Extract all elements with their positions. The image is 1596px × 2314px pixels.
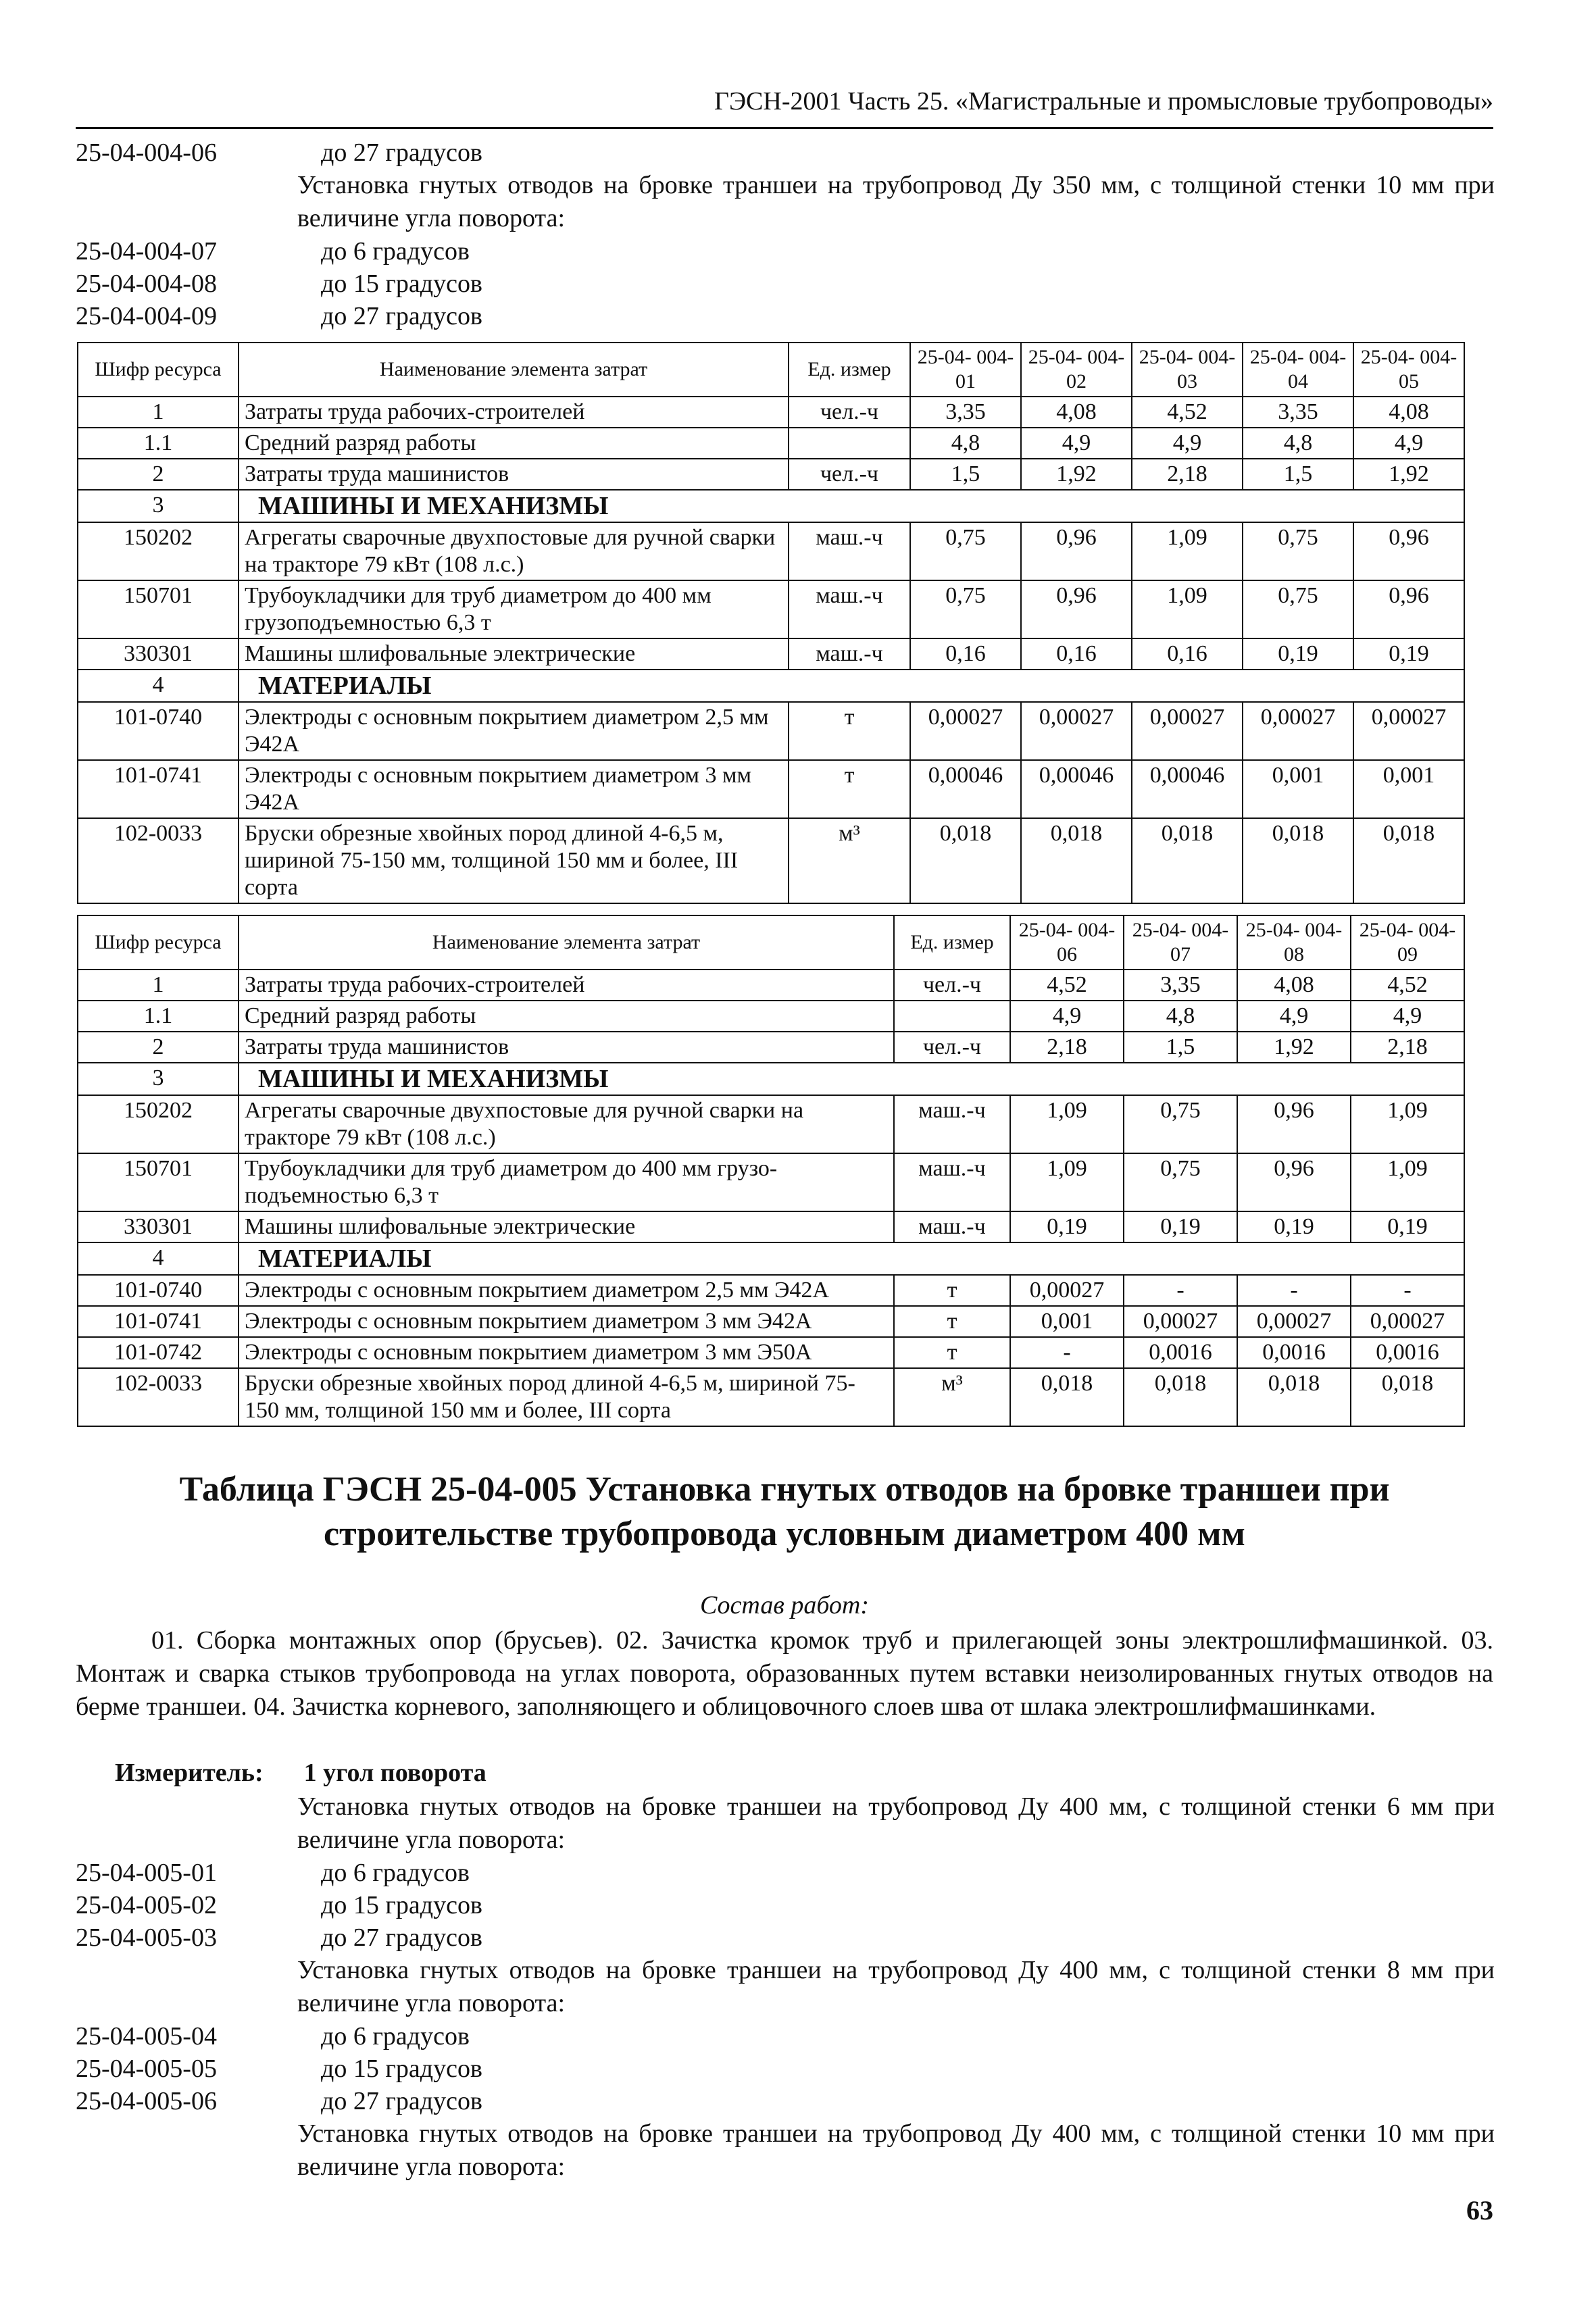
cost-element-cell: Электроды с основным покрытием диаметром 3 мм Э50А [239, 1337, 894, 1368]
norm-value-cell: 0,75 [1124, 1095, 1237, 1153]
norm-value-cell: 0,19 [1353, 638, 1464, 670]
norm-value-cell: 0,00027 [1010, 1275, 1124, 1306]
norm-value-cell: 1,92 [1353, 459, 1464, 490]
item-code: 25-04-005-05 [76, 2055, 217, 2083]
item-text: до 15 градусов [321, 270, 482, 298]
unit-cell: т [894, 1306, 1010, 1337]
col-header-norm: 25-04- 004-02 [1021, 343, 1132, 397]
group-heading: Установка гнутых отводов на бровке траншеи на трубопровод Ду 400 мм, с толщиной стенки 10 мм при величине угла поворота: [297, 2119, 1495, 2181]
norm-value-cell: 4,8 [910, 428, 1021, 459]
norm-value-cell: 0,19 [1237, 1211, 1351, 1242]
cost-element-cell: Электроды с основным покрытием диаметром 3 мм Э42А [239, 1306, 894, 1337]
norm-value-cell: 0,018 [1124, 1368, 1237, 1426]
norm-value-cell: 4,52 [1010, 970, 1124, 1001]
unit-cell: маш.-ч [894, 1153, 1010, 1211]
norm-value-cell: 0,16 [1021, 638, 1132, 670]
norm-value-cell: 4,8 [1243, 428, 1353, 459]
item-code: 25-04-004-09 [76, 302, 217, 330]
col-header-norm: 25-04- 004-09 [1351, 915, 1464, 970]
resource-table-004-06-09 [77, 915, 1465, 1427]
unit-cell: чел.-ч [789, 397, 910, 428]
norm-value-cell: 0,001 [1353, 760, 1464, 818]
norm-value-cell: 0,018 [910, 818, 1021, 903]
unit-cell: маш.-ч [894, 1211, 1010, 1242]
item-code: 25-04-004-07 [76, 237, 217, 266]
item-code: 25-04-005-04 [76, 2022, 217, 2051]
unit-cell: чел.-ч [894, 970, 1010, 1001]
unit-cell: маш.-ч [789, 522, 910, 580]
cost-element-cell: Средний разряд работы [239, 1001, 894, 1032]
norm-value-cell: 0,96 [1353, 580, 1464, 638]
norm-value-cell: 4,08 [1021, 397, 1132, 428]
norm-value-cell: 0,018 [1351, 1368, 1464, 1426]
section-heading-cell: МАТЕРИАЛЫ [239, 1242, 1464, 1275]
cost-element-cell: Машины шлифовальные электрические [239, 638, 789, 670]
norm-value-cell: 4,9 [1021, 428, 1132, 459]
item-code: 25-04-004-08 [76, 270, 217, 298]
table-row [78, 818, 1464, 903]
col-header-norm: 25-04- 004-05 [1353, 343, 1464, 397]
col-header-norm: 25-04- 004-01 [910, 343, 1021, 397]
norm-value-cell: 0,19 [1351, 1211, 1464, 1242]
norm-value-cell: 0,00027 [1124, 1306, 1237, 1337]
resource-code-cell: 150701 [78, 1153, 239, 1211]
table-title: Таблица ГЭСН 25-04-005 Установка гнутых отводов на бровке траншеи при строительстве трубопровода условным диаметром 400 мм [179, 1470, 1390, 1553]
norm-value-cell: 2,18 [1010, 1032, 1124, 1063]
section-heading-cell: МАШИНЫ И МЕХАНИЗМЫ [239, 490, 1464, 522]
item-text: до 27 градусов [321, 139, 482, 167]
table-row [78, 702, 1464, 760]
table-row [78, 760, 1464, 818]
table-row [78, 670, 1464, 702]
item-code: 25-04-004-06 [76, 139, 217, 167]
norm-value-cell: 0,018 [1132, 818, 1243, 903]
norm-value-cell: 1,92 [1237, 1032, 1351, 1063]
resource-code-cell: 101-0742 [78, 1337, 239, 1368]
norm-value-cell: 0,0016 [1124, 1337, 1237, 1368]
norm-value-cell: 1,09 [1132, 580, 1243, 638]
resource-code-cell: 330301 [78, 638, 239, 670]
resource-code-cell: 1 [78, 397, 239, 428]
norm-value-cell: 1,5 [1124, 1032, 1237, 1063]
norm-value-cell: 0,00027 [910, 702, 1021, 760]
norm-value-cell: 0,00027 [1237, 1306, 1351, 1337]
norm-value-cell: 0,018 [1353, 818, 1464, 903]
table-row [78, 428, 1464, 459]
resource-code-cell: 4 [78, 1242, 239, 1275]
item-code: 25-04-005-03 [76, 1923, 217, 1952]
norm-value-cell: 0,75 [1243, 580, 1353, 638]
table-row [78, 490, 1464, 522]
norm-value-cell: 4,8 [1124, 1001, 1237, 1032]
unit-cell: чел.-ч [789, 459, 910, 490]
resource-code-cell: 1.1 [78, 1001, 239, 1032]
norm-value-cell: - [1237, 1275, 1351, 1306]
resource-code-cell: 3 [78, 1063, 239, 1095]
norm-value-cell: 0,018 [1010, 1368, 1124, 1426]
cost-element-cell: Трубоукладчики для труб диаметром до 400 мм грузоподъемностью 6,3 т [239, 580, 789, 638]
table-row [78, 1153, 1464, 1211]
resource-code-cell: 101-0740 [78, 702, 239, 760]
unit-cell [894, 1001, 1010, 1032]
section-heading-cell: МАТЕРИАЛЫ [239, 670, 1464, 702]
norm-value-cell: 3,35 [1243, 397, 1353, 428]
cost-element-cell: Электроды с основным покрытием диаметром 2,5 мм Э42А [239, 1275, 894, 1306]
unit-cell: т [789, 760, 910, 818]
norm-value-cell: 0,00027 [1021, 702, 1132, 760]
table-row [78, 522, 1464, 580]
col-header-code: Шифр ресурса [78, 343, 239, 397]
norm-value-cell: 1,5 [910, 459, 1021, 490]
col-header-name: Наименование элемента затрат [239, 343, 789, 397]
resource-code-cell: 1 [78, 970, 239, 1001]
norm-value-cell: 0,00027 [1353, 702, 1464, 760]
group-heading: Установка гнутых отводов на бровке траншеи на трубопровод Ду 400 мм, с толщиной стенки 6 мм при величине угла поворота: [297, 1792, 1495, 1854]
col-header-unit: Ед. измер [789, 343, 910, 397]
table-row [78, 1063, 1464, 1095]
norm-value-cell: 1,5 [1243, 459, 1353, 490]
cost-element-cell: Электроды с основным покрытием диаметром 2,5 мм Э42А [239, 702, 789, 760]
resource-code-cell: 150202 [78, 1095, 239, 1153]
unit-cell [789, 428, 910, 459]
item-text: до 6 градусов [321, 2022, 470, 2051]
norm-value-cell: 0,00027 [1132, 702, 1243, 760]
group-heading: Установка гнутых отводов на бровке траншеи на трубопровод Ду 350 мм, с толщиной стенки 10 мм при величине угла поворота: [297, 171, 1495, 232]
norm-value-cell: 0,75 [910, 522, 1021, 580]
resource-code-cell: 4 [78, 670, 239, 702]
cost-element-cell: Агрегаты сварочные двухпостовые для ручной сварки на тракторе 79 кВт (108 л.с.) [239, 1095, 894, 1153]
norm-value-cell: 0,0016 [1351, 1337, 1464, 1368]
item-text: до 27 градусов [321, 1923, 482, 1952]
norm-value-cell: 0,018 [1021, 818, 1132, 903]
col-header-code: Шифр ресурса [78, 915, 239, 970]
resource-code-cell: 330301 [78, 1211, 239, 1242]
group-heading: Установка гнутых отводов на бровке траншеи на трубопровод Ду 400 мм, с толщиной стенки 8 мм при величине угла поворота: [297, 1956, 1495, 2017]
norm-value-cell: 0,96 [1021, 522, 1132, 580]
norm-value-cell: 0,19 [1243, 638, 1353, 670]
item-text: до 15 градусов [321, 2055, 482, 2083]
norm-value-cell: 0,018 [1237, 1368, 1351, 1426]
norm-value-cell: 1,09 [1132, 522, 1243, 580]
norm-value-cell: 0,16 [910, 638, 1021, 670]
cost-element-cell: Бруски обрезные хвойных пород длиной 4-6,5 м, шириной 75-150 мм, толщиной 150 мм и более, III сорта [239, 818, 789, 903]
table-row [78, 1368, 1464, 1426]
norm-value-cell: 0,001 [1243, 760, 1353, 818]
norm-value-cell: 2,18 [1351, 1032, 1464, 1063]
composition-heading: Состав работ: [699, 1591, 870, 1619]
resource-code-cell: 150202 [78, 522, 239, 580]
norm-value-cell: 0,75 [910, 580, 1021, 638]
norm-value-cell: 0,00027 [1243, 702, 1353, 760]
norm-value-cell: 1,09 [1010, 1095, 1124, 1153]
resource-code-cell: 101-0740 [78, 1275, 239, 1306]
resource-code-cell: 101-0741 [78, 1306, 239, 1337]
norm-value-cell: 4,9 [1132, 428, 1243, 459]
item-text: до 27 градусов [321, 2087, 482, 2115]
item-text: до 27 градусов [321, 302, 482, 330]
norm-value-cell: - [1351, 1275, 1464, 1306]
cost-element-cell: Затраты труда машинистов [239, 459, 789, 490]
composition-text: 01. Сборка монтажных опор (брусьев). 02. Зачистка кромок труб и прилегающей зоны электрошлифмашинкой. 03. Монтаж и сварка стыков трубопровода на углах поворота, образованных путем вставки неизолированных гнутых отводов на берме траншеи. 04. Зачистка корневого, заполняющего и облицовочного слоев шва от шлака электрошлифмашинками. [76, 1626, 1493, 1721]
norm-value-cell: 0,96 [1021, 580, 1132, 638]
resource-code-cell: 2 [78, 459, 239, 490]
unit-cell: маш.-ч [789, 638, 910, 670]
col-header-norm: 25-04- 004-03 [1132, 343, 1243, 397]
cost-element-cell: Агрегаты сварочные двухпостовые для ручной сварки на тракторе 79 кВт (108 л.с.) [239, 522, 789, 580]
item-code: 25-04-005-01 [76, 1859, 217, 1887]
unit-cell: чел.-ч [894, 1032, 1010, 1063]
page-number: 63 [1466, 2195, 1493, 2225]
col-header-unit: Ед. измер [894, 915, 1010, 970]
resource-code-cell: 101-0741 [78, 760, 239, 818]
table-row [78, 459, 1464, 490]
norm-value-cell: 0,00027 [1351, 1306, 1464, 1337]
norm-value-cell: 4,9 [1353, 428, 1464, 459]
norm-value-cell: 2,18 [1132, 459, 1243, 490]
cost-element-cell: Электроды с основным покрытием диаметром 3 мм Э42А [239, 760, 789, 818]
running-header: ГЭСН-2001 Часть 25. «Магистральные и промысловые трубопроводы» [714, 87, 1493, 116]
norm-value-cell: 0,75 [1243, 522, 1353, 580]
col-header-name: Наименование элемента затрат [239, 915, 894, 970]
norm-value-cell: 1,92 [1021, 459, 1132, 490]
norm-value-cell: 4,9 [1237, 1001, 1351, 1032]
norm-value-cell: - [1010, 1337, 1124, 1368]
norm-value-cell: 0,00046 [1132, 760, 1243, 818]
cost-element-cell: Средний разряд работы [239, 428, 789, 459]
col-header-norm: 25-04- 004-04 [1243, 343, 1353, 397]
measure-line [115, 1757, 487, 1789]
cost-element-cell: Затраты труда рабочих-строителей [239, 397, 789, 428]
table-row [78, 1306, 1464, 1337]
norm-value-cell: 1,09 [1351, 1095, 1464, 1153]
table-row [78, 1242, 1464, 1275]
norm-value-cell: 0,00046 [1021, 760, 1132, 818]
unit-cell: маш.-ч [789, 580, 910, 638]
unit-cell: т [894, 1337, 1010, 1368]
table-row [78, 1337, 1464, 1368]
item-code: 25-04-005-06 [76, 2087, 217, 2115]
norm-value-cell: 1,09 [1351, 1153, 1464, 1211]
resource-code-cell: 1.1 [78, 428, 239, 459]
norm-value-cell: 0,96 [1237, 1153, 1351, 1211]
cost-element-cell: Машины шлифовальные электрические [239, 1211, 894, 1242]
norm-value-cell: 0,0016 [1237, 1337, 1351, 1368]
resource-code-cell: 150701 [78, 580, 239, 638]
norm-value-cell: 3,35 [1124, 970, 1237, 1001]
item-text: до 15 градусов [321, 1891, 482, 1919]
resource-code-cell: 102-0033 [78, 1368, 239, 1426]
col-header-norm: 25-04- 004-08 [1237, 915, 1351, 970]
item-text: до 6 градусов [321, 1859, 470, 1887]
unit-cell: маш.-ч [894, 1095, 1010, 1153]
norm-value-cell: 0,018 [1243, 818, 1353, 903]
table-row [78, 1211, 1464, 1242]
unit-cell: т [789, 702, 910, 760]
norm-value-cell: 4,52 [1132, 397, 1243, 428]
resource-table-004-01-05 [77, 342, 1465, 904]
measure-label: Измеритель: [115, 1759, 264, 1787]
cost-element-cell: Трубоукладчики для труб диаметром до 400 мм грузо-подъемностью 6,3 т [239, 1153, 894, 1211]
norm-value-cell: - [1124, 1275, 1237, 1306]
item-code: 25-04-005-02 [76, 1891, 217, 1919]
norm-value-cell: 0,001 [1010, 1306, 1124, 1337]
norm-value-cell: 0,16 [1132, 638, 1243, 670]
norm-value-cell: 0,00046 [910, 760, 1021, 818]
table-row [78, 397, 1464, 428]
table-row [78, 1095, 1464, 1153]
norm-value-cell: 0,96 [1353, 522, 1464, 580]
norm-value-cell: 0,19 [1124, 1211, 1237, 1242]
resource-code-cell: 3 [78, 490, 239, 522]
cost-element-cell: Затраты труда машинистов [239, 1032, 894, 1063]
table-row [78, 638, 1464, 670]
norm-value-cell: 0,75 [1124, 1153, 1237, 1211]
norm-value-cell: 4,9 [1351, 1001, 1464, 1032]
norm-value-cell: 1,09 [1010, 1153, 1124, 1211]
table-row [78, 1001, 1464, 1032]
table-row [78, 580, 1464, 638]
col-header-norm: 25-04- 004-06 [1010, 915, 1124, 970]
table-row [78, 1032, 1464, 1063]
header-rule [76, 127, 1493, 129]
resource-code-cell: 2 [78, 1032, 239, 1063]
item-text: до 6 градусов [321, 237, 470, 266]
cost-element-cell: Бруски обрезные хвойных пород длиной 4-6,5 м, шириной 75-150 мм, толщиной 150 мм и более, III сорта [239, 1368, 894, 1426]
measure-value: 1 угол поворота [303, 1759, 487, 1787]
norm-value-cell: 0,19 [1010, 1211, 1124, 1242]
norm-value-cell: 4,08 [1237, 970, 1351, 1001]
norm-value-cell: 4,08 [1353, 397, 1464, 428]
unit-cell: м³ [789, 818, 910, 903]
norm-value-cell: 0,96 [1237, 1095, 1351, 1153]
norm-value-cell: 4,9 [1010, 1001, 1124, 1032]
cost-element-cell: Затраты труда рабочих-строителей [239, 970, 894, 1001]
norm-value-cell: 4,52 [1351, 970, 1464, 1001]
norm-value-cell: 3,35 [910, 397, 1021, 428]
col-header-norm: 25-04- 004-07 [1124, 915, 1237, 970]
resource-code-cell: 102-0033 [78, 818, 239, 903]
unit-cell: м³ [894, 1368, 1010, 1426]
section-heading-cell: МАШИНЫ И МЕХАНИЗМЫ [239, 1063, 1464, 1095]
table-row [78, 1275, 1464, 1306]
unit-cell: т [894, 1275, 1010, 1306]
table-row [78, 970, 1464, 1001]
